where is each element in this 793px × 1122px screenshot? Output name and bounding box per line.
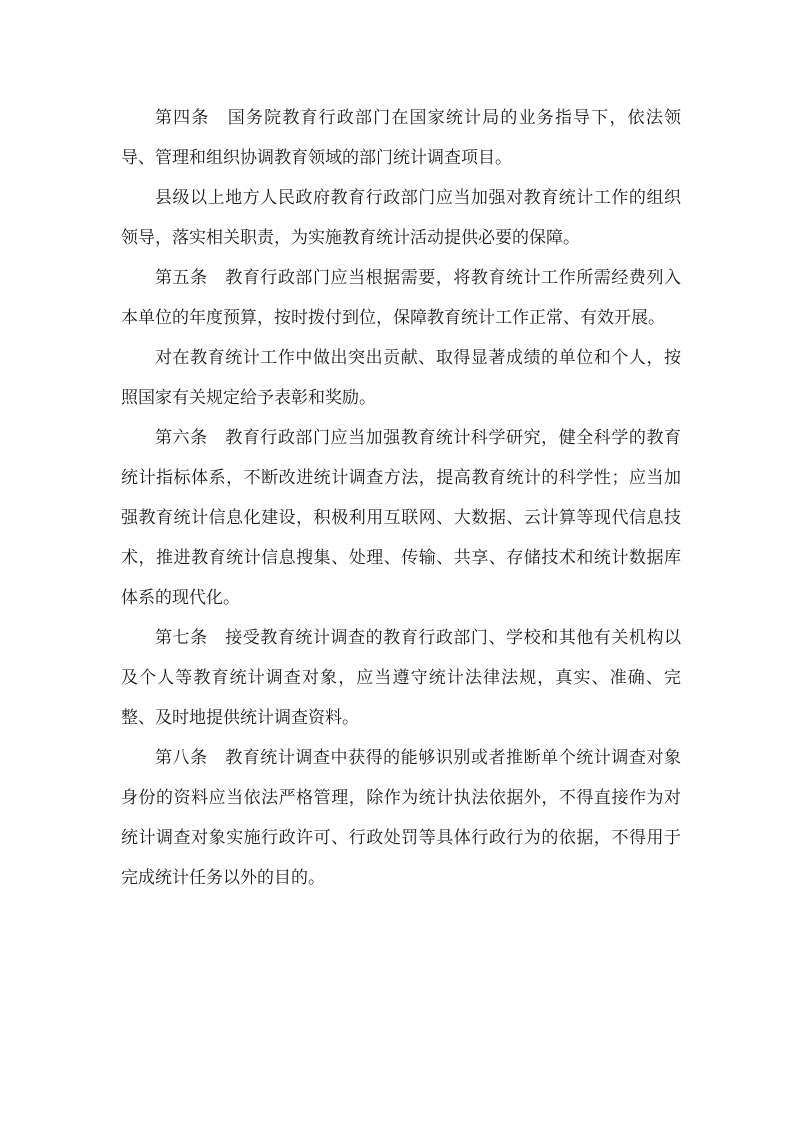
paragraph-text: 教育行政部门应当加强教育统计科学研究，健全科学的教育统计指标体系，不断改进统计调查方法，提高教育统计的科学性；应当加强教育统计信息化建设，积极利用互联网、大数据、云计算等现代信息技术，推进教育统计信息搜集、处理、传输、共享、存储技术和统计数据库体系的现代化。 [121, 428, 681, 608]
paragraph-article-7 [121, 618, 681, 738]
article-number: 第五条 [155, 268, 208, 288]
article-number: 第六条 [155, 428, 208, 448]
paragraph-article-4 [121, 98, 681, 178]
paragraph-text: 国务院教育行政部门在国家统计局的业务指导下，依法领导、管理和组织协调教育领域的部门统计调查项目。 [121, 108, 682, 168]
article-number: 第八条 [155, 748, 208, 768]
paragraph-article-8 [121, 738, 681, 898]
paragraph-text: 对在教育统计工作中做出突出贡献、取得显著成绩的单位和个人，按照国家有关规定给予表彰和奖励。 [121, 348, 681, 408]
paragraph-text: 教育统计调查中获得的能够识别或者推断单个统计调查对象身份的资料应当依法严格管理，除作为统计执法依据外，不得直接作为对统计调查对象实施行政许可、行政处罚等具体行政行为的依据，不得用于完成统计任务以外的目的。 [121, 748, 681, 888]
paragraph-article-6 [121, 418, 681, 618]
paragraph-text: 教育行政部门应当根据需要，将教育统计工作所需经费列入本单位的年度预算，按时拨付到位，保障教育统计工作正常、有效开展。 [121, 268, 681, 328]
paragraph-text: 接受教育统计调查的教育行政部门、学校和其他有关机构以及个人等教育统计调查对象，应当遵守统计法律法规，真实、准确、完整、及时地提供统计调查资料。 [121, 628, 681, 728]
paragraph-article-5 [121, 258, 681, 338]
document-body [121, 98, 681, 898]
article-number: 第七条 [155, 628, 208, 648]
article-number: 第四条 [155, 108, 210, 128]
paragraph-article-5-continued [121, 338, 681, 418]
paragraph-text: 县级以上地方人民政府教育行政部门应当加强对教育统计工作的组织领导，落实相关职责，为实施教育统计活动提供必要的保障。 [121, 188, 681, 248]
paragraph-article-4-continued [121, 178, 681, 258]
